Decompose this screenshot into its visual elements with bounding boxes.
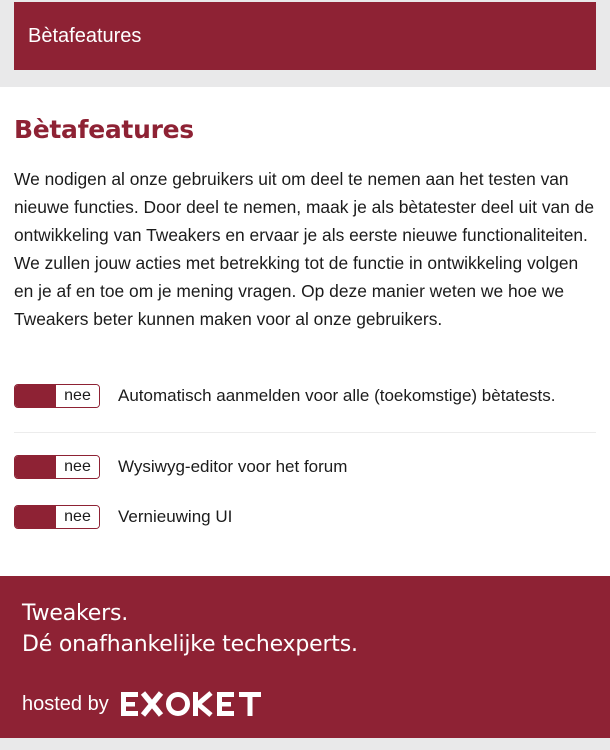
beta-features-panel bbox=[0, 87, 610, 576]
toggle-state: nee bbox=[56, 456, 99, 478]
option-ui-renewal bbox=[14, 505, 604, 529]
auto-enroll-toggle[interactable] bbox=[14, 384, 100, 408]
ui-renewal-toggle[interactable] bbox=[14, 505, 100, 529]
option-auto-enroll bbox=[14, 384, 604, 408]
top-bar bbox=[14, 2, 596, 70]
hosted-by-text: hosted by bbox=[22, 692, 109, 715]
footer-tagline: Dé onafhankelijke techexperts. bbox=[22, 632, 358, 657]
footer-brand-name: Tweakers. bbox=[22, 601, 128, 626]
option-label: Automatisch aanmelden voor alle (toekomstige) bètatests. bbox=[118, 386, 556, 405]
option-wysiwyg-editor bbox=[14, 455, 604, 479]
footer-brand bbox=[22, 598, 358, 660]
option-label: Wysiwyg-editor voor het forum bbox=[118, 457, 348, 476]
toggle-knob bbox=[15, 385, 56, 407]
toggle-state: nee bbox=[56, 506, 99, 528]
toggle-state: nee bbox=[56, 385, 99, 407]
top-bar-title: Bètafeatures bbox=[28, 24, 142, 47]
divider bbox=[14, 432, 596, 433]
page-title: Bètafeatures bbox=[14, 115, 194, 144]
toggle-knob bbox=[15, 456, 56, 478]
toggle-knob bbox=[15, 506, 56, 528]
footer bbox=[0, 576, 610, 738]
option-label: Vernieuwing UI bbox=[118, 507, 233, 526]
hosted-by bbox=[22, 684, 267, 724]
exonet-logo[interactable] bbox=[121, 691, 267, 717]
intro-text: We nodigen al onze gebruikers uit om deel te nemen aan het testen van nieuwe functies. Door deel te nemen, maak je als bètatester deel uit van de ontwikkeling van Tweakers en ervaar je als eerste nieuwe functionaliteiten. We zullen jouw acties met betrekking tot de functie in ontwikkeling volgen en je af en toe om je mening vragen. Op deze manier weten we hoe we Tweakers beter kunnen maken voor al onze gebruikers. bbox=[14, 169, 595, 329]
wysiwyg-editor-toggle[interactable] bbox=[14, 455, 100, 479]
